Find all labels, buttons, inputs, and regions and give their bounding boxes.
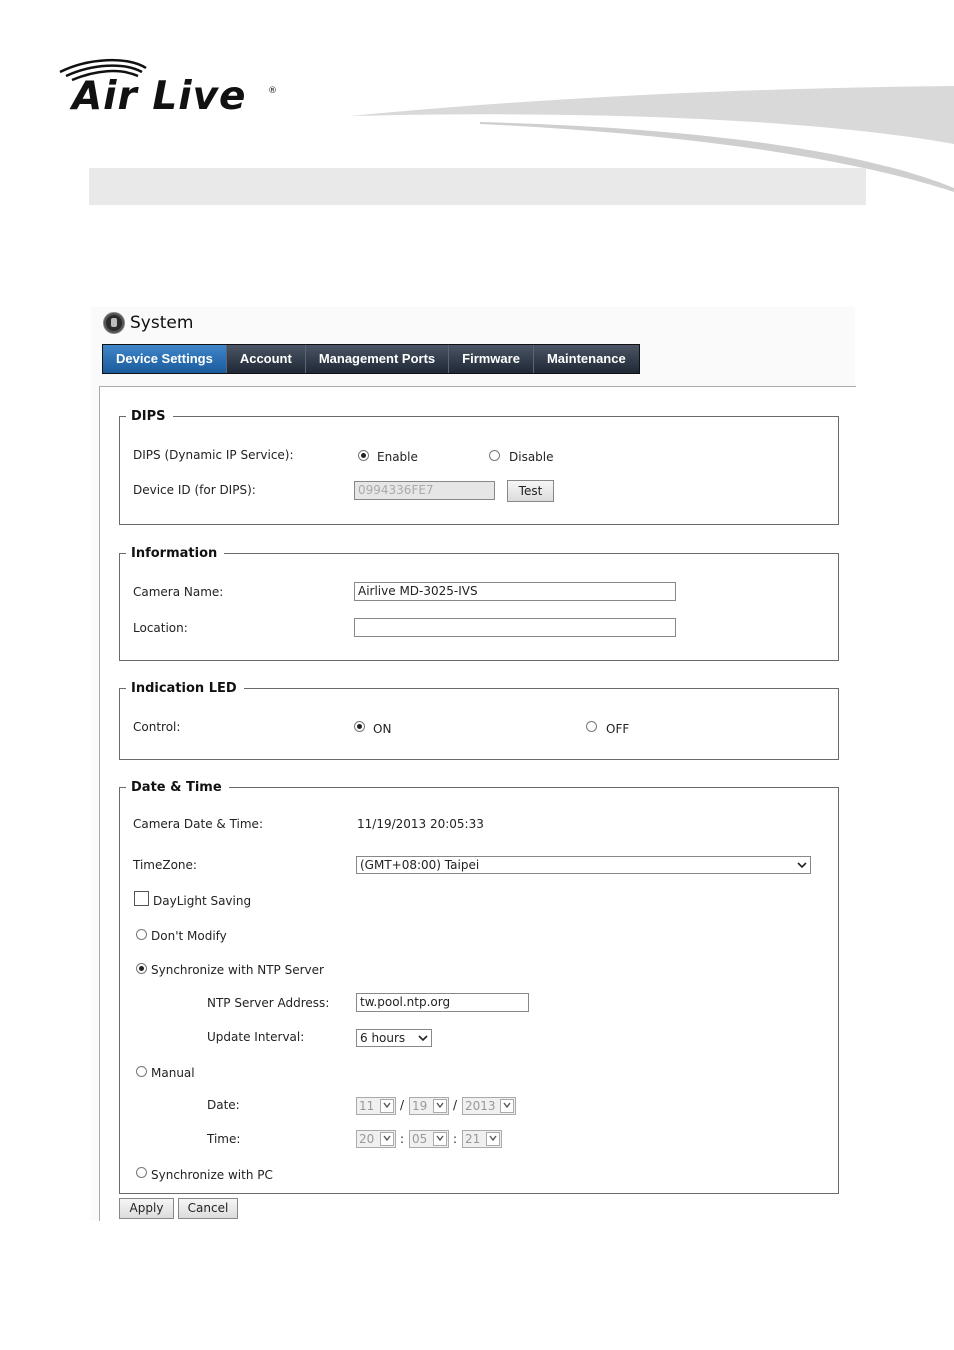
led-off-label: OFF bbox=[606, 722, 630, 736]
brand-logo: Air Live bbox=[72, 74, 247, 119]
chevron-down-icon bbox=[380, 1132, 394, 1146]
apply-button[interactable]: Apply bbox=[119, 1198, 174, 1219]
tab-account[interactable]: Account bbox=[227, 345, 306, 373]
sync-pc-radio[interactable] bbox=[136, 1167, 147, 1178]
date-separator: / bbox=[453, 1098, 458, 1112]
tab-device-settings[interactable]: Device Settings bbox=[103, 345, 227, 373]
time-separator: : bbox=[400, 1132, 405, 1146]
datetime-legend: Date & Time bbox=[131, 780, 222, 795]
ntp-address-field[interactable]: tw.pool.ntp.org bbox=[356, 993, 529, 1012]
dont-modify-label: Don't Modify bbox=[151, 929, 227, 943]
date-day-select bbox=[409, 1097, 449, 1115]
information-section bbox=[119, 546, 839, 661]
chevron-down-icon bbox=[433, 1099, 447, 1113]
time-hour-select bbox=[356, 1130, 396, 1148]
date-year-value: 2013 bbox=[465, 1099, 496, 1113]
timezone-value: (GMT+08:00) Taipei bbox=[360, 858, 480, 872]
camera-datetime-label: Camera Date & Time: bbox=[133, 817, 263, 831]
location-label: Location: bbox=[133, 621, 188, 635]
camera-name-label: Camera Name: bbox=[133, 585, 224, 599]
tab-management-ports[interactable]: Management Ports bbox=[306, 345, 449, 373]
time-label: Time: bbox=[207, 1132, 241, 1146]
header-band bbox=[89, 168, 866, 205]
timezone-select[interactable] bbox=[356, 856, 811, 874]
system-title: System bbox=[130, 313, 194, 333]
dips-disable-radio[interactable] bbox=[489, 450, 500, 461]
ntp-sync-label: Synchronize with NTP Server bbox=[151, 963, 324, 977]
update-interval-label: Update Interval: bbox=[207, 1030, 305, 1044]
ntp-address-label: NTP Server Address: bbox=[207, 996, 330, 1010]
chevron-down-icon bbox=[500, 1099, 514, 1113]
date-day-value: 19 bbox=[412, 1099, 428, 1113]
tab-maintenance[interactable]: Maintenance bbox=[534, 345, 639, 373]
daylight-saving-checkbox[interactable] bbox=[134, 891, 149, 906]
led-legend: Indication LED bbox=[131, 681, 237, 696]
test-button[interactable]: Test bbox=[507, 480, 554, 502]
led-section bbox=[119, 681, 839, 760]
chevron-down-icon bbox=[486, 1132, 500, 1146]
dips-enable-radio[interactable] bbox=[358, 450, 369, 461]
chevron-down-icon bbox=[380, 1099, 394, 1113]
dips-enable-label: Enable bbox=[377, 450, 418, 464]
system-tabs bbox=[102, 344, 640, 374]
chevron-down-icon bbox=[433, 1132, 447, 1146]
dips-service-label: DIPS (Dynamic IP Service): bbox=[133, 448, 294, 462]
update-interval-select[interactable] bbox=[356, 1029, 432, 1047]
camera-datetime-value: 11/19/2013 20:05:33 bbox=[357, 817, 484, 831]
time-separator: : bbox=[453, 1132, 458, 1146]
time-hour-value: 20 bbox=[359, 1132, 375, 1146]
tab-firmware[interactable]: Firmware bbox=[449, 345, 534, 373]
timezone-label: TimeZone: bbox=[133, 858, 197, 872]
time-second-value: 21 bbox=[465, 1132, 481, 1146]
date-year-select bbox=[462, 1097, 516, 1115]
location-field[interactable] bbox=[354, 618, 676, 637]
sync-pc-label: Synchronize with PC bbox=[151, 1168, 273, 1182]
information-legend: Information bbox=[131, 546, 218, 561]
ntp-sync-radio[interactable] bbox=[136, 963, 147, 974]
led-control-label: Control: bbox=[133, 720, 181, 734]
date-month-value: 11 bbox=[359, 1099, 375, 1113]
time-second-select bbox=[462, 1130, 502, 1148]
update-interval-value: 6 hours bbox=[360, 1031, 406, 1045]
system-header bbox=[103, 312, 193, 334]
led-on-radio[interactable] bbox=[354, 721, 365, 732]
time-minute-value: 05 bbox=[412, 1132, 428, 1146]
daylight-saving-label: DayLight Saving bbox=[153, 894, 252, 908]
manual-radio[interactable] bbox=[136, 1066, 147, 1077]
led-off-radio[interactable] bbox=[586, 721, 597, 732]
chevron-down-icon bbox=[796, 858, 808, 872]
led-on-label: ON bbox=[373, 722, 392, 736]
date-label: Date: bbox=[207, 1098, 240, 1112]
device-id-label: Device ID (for DIPS): bbox=[133, 483, 256, 497]
system-icon bbox=[103, 312, 125, 334]
chevron-down-icon bbox=[417, 1031, 429, 1045]
time-minute-select bbox=[409, 1130, 449, 1148]
device-id-field: 0994336FE7 bbox=[354, 481, 495, 500]
dont-modify-radio[interactable] bbox=[136, 929, 147, 940]
cancel-button[interactable]: Cancel bbox=[178, 1198, 238, 1219]
registered-mark: ® bbox=[268, 86, 277, 96]
date-separator: / bbox=[400, 1098, 405, 1112]
dips-disable-label: Disable bbox=[509, 450, 554, 464]
manual-label: Manual bbox=[151, 1066, 195, 1080]
dips-legend: DIPS bbox=[131, 409, 166, 424]
date-month-select bbox=[356, 1097, 396, 1115]
dips-section bbox=[119, 409, 839, 525]
camera-name-field[interactable]: Airlive MD-3025-IVS bbox=[354, 582, 676, 601]
